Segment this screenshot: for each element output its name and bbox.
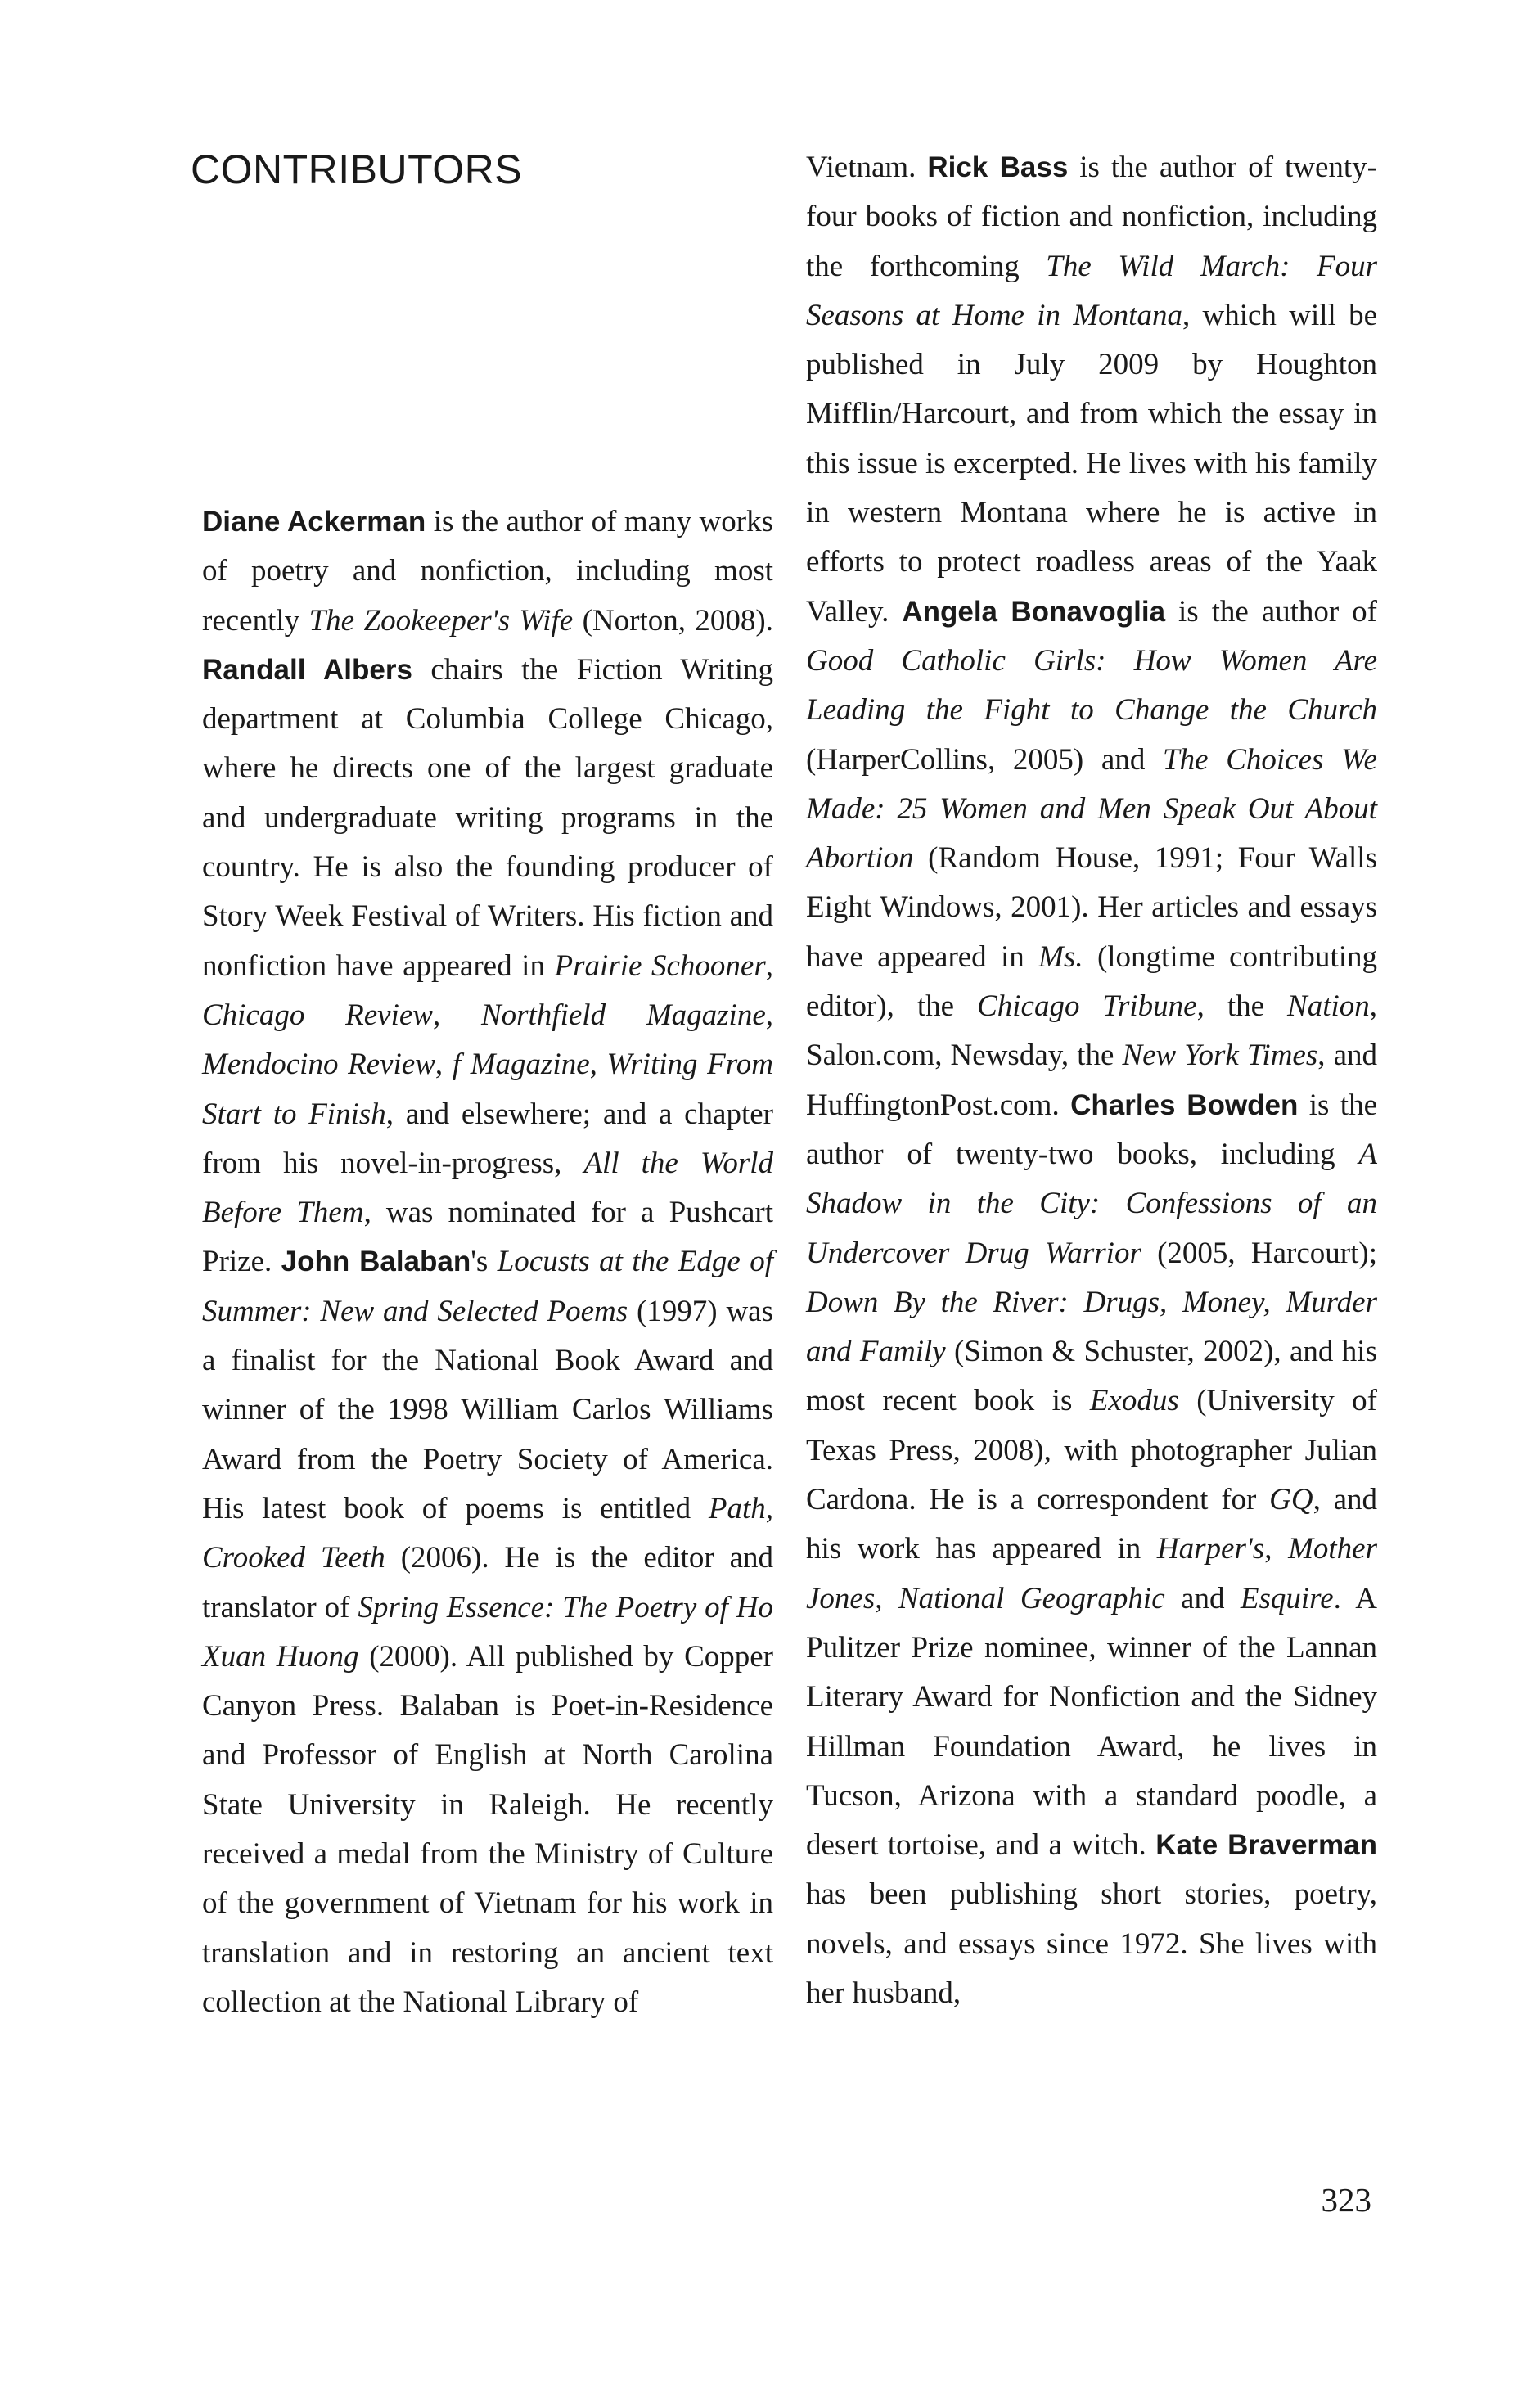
publication-title: Ms. (1038, 939, 1083, 974)
contributor-name-ackerman: Diane Ackerman (202, 506, 426, 538)
publication-title: New York Times (1122, 1039, 1318, 1073)
book-title: The Wild March: Four Seasons at Home in Montana (806, 249, 1377, 332)
publication-title: Chicago Tribune (977, 989, 1197, 1024)
contributors-text-right: Vietnam. Rick Bass is the author of twenty-four books of fiction and nonfiction, including the forthcoming The Wild March: Four Seasons at Home in Montana, which will be published in July 2009 by Houghton Mifflin/Harcourt, and from which the essay in this issue is excerpted. He lives with his family in western Montana where he is active in efforts to protect roadless areas of the Yaak Valley. Angela Bonavoglia is the author of Good Catholic Girls: How Women Are Leading the Fight to Change the Church (HarperCollins, 2005) and The Choices We Made: 25 Women and Men Speak Out About Abortion (Random House, 1991; Four Walls Eight Windows, 2001). Her articles and essays have appeared in Ms. (longtime contributing editor), the Chicago Tribune, the Nation, Salon.com, Newsday, the New York Times, and HuffingtonPost.com. Charles Bowden is the author of twenty-two books, including A Shadow in the City: Confessions of an Undercover Drug Warrior (2005, Harcourt); Down By the River: Drugs, Money, Murder and Family (Simon & Schuster, 2002), and his most recent book is Exodus (University of Texas Press, 2008), with photographer Julian Cardona. He is a correspondent for GQ, and his work has appeared in Harper's, Mother Jones, National Geographic and Esquire. A Pulitzer Prize nominee, winner of the Lannan Literary Award for Nonfiction and the Sidney Hillman Foundation Award, he lives in Tucson, Arizona with a standard poodle, a desert tortoise, and a witch. Kate Braverman has been publishing short stories, poetry, novels, and essays since 1972. She lives with her husband, (806, 151, 1378, 2010)
book-title: A Shadow in the City: Confessions of an Undercover Drug Warrior (806, 1137, 1377, 1270)
publication-title: Chicago Review (202, 998, 433, 1032)
book-title: All the World Before Them (202, 1146, 773, 1230)
publication-title: Northfield Magazine (480, 998, 766, 1032)
page-number: 323 (1321, 2181, 1371, 2219)
contributor-name-bonavoglia: Angela Bonavoglia (902, 595, 1166, 628)
book-title: Exodus (1089, 1384, 1179, 1418)
publication-title: Prairie Schooner (554, 948, 766, 983)
book-title: The Choices We Made: 25 Women and Men Speak Out About Abortion (806, 742, 1377, 876)
publication-title: Writing From Start to Finish (202, 1048, 774, 1131)
publication-title: National Geographic (898, 1581, 1165, 1615)
book-title: Path, Crooked Teeth (202, 1491, 773, 1575)
right-column (806, 143, 1377, 2018)
book-title: Good Catholic Girls: How Women Are Leading the Fight to Change the Church (806, 643, 1377, 728)
contributor-name-braverman: Kate Braverman (1155, 1829, 1377, 1862)
book-title: Down By the River: Drugs, Money, Murder and Family (806, 1285, 1377, 1369)
book-title: Locusts at the Edge of Summer: New and Selected Poems (202, 1245, 773, 1328)
book-title: Spring Essence: The Poetry of Ho Xuan Huong (202, 1590, 774, 1674)
publication-title: Harper's (1156, 1532, 1265, 1566)
publication-title: GQ (1269, 1483, 1313, 1517)
contributor-name-bass: Rick Bass (927, 151, 1069, 183)
publication-title: Mother Jones (806, 1532, 1377, 1615)
publication-title: f Magazine (452, 1048, 590, 1082)
contributor-name-balaban: John Balaban (281, 1246, 471, 1278)
left-column (202, 498, 773, 2027)
publication-title: Esquire (1240, 1581, 1334, 1615)
book-title: The Zookeeper's Wife (308, 603, 574, 638)
publication-title: Mendocino Review (202, 1048, 435, 1082)
contributors-text-left: Diane Ackerman is the author of many works of poetry and nonfiction, including most recently The Zookeeper's Wife (Norton, 2008). Randall Albers chairs the Fiction Writing department at Columbia College Chicago, where he directs one of the largest graduate and undergraduate writing programs in the country. He is also the founding producer of Story Week Festival of Writers. His fiction and nonfiction have appeared in Prairie Schooner, Chicago Review, Northfield Magazine, Mendocino Review, f Magazine, Writing From Start to Finish, and elsewhere; and a chapter from his novel-in-progress, All the World Before Them, was nominated for a Pushcart Prize. John Balaban's Locusts at the Edge of Summer: New and Selected Poems (1997) was a finalist for the National Book Award and winner of the 1998 William Carlos Williams Award from the Poetry Society of America. His latest book of poems is entitled Path, Crooked Teeth (2006). He is the editor and translator of Spring Essence: The Poetry of Ho Xuan Huong (2000). All published by Copper Canyon Press. Balaban is Poet-in-Residence and Professor of English at North Carolina State University in Raleigh. He recently received a medal from the Ministry of Culture of the government of Vietnam for his work in translation and in restoring an ancient text collection at the National Library of (202, 505, 774, 2019)
page-heading: CONTRIBUTORS (191, 146, 523, 192)
contributor-name-albers: Randall Albers (202, 653, 412, 686)
contributor-name-bowden: Charles Bowden (1070, 1088, 1299, 1121)
publication-title: Nation (1287, 989, 1370, 1024)
